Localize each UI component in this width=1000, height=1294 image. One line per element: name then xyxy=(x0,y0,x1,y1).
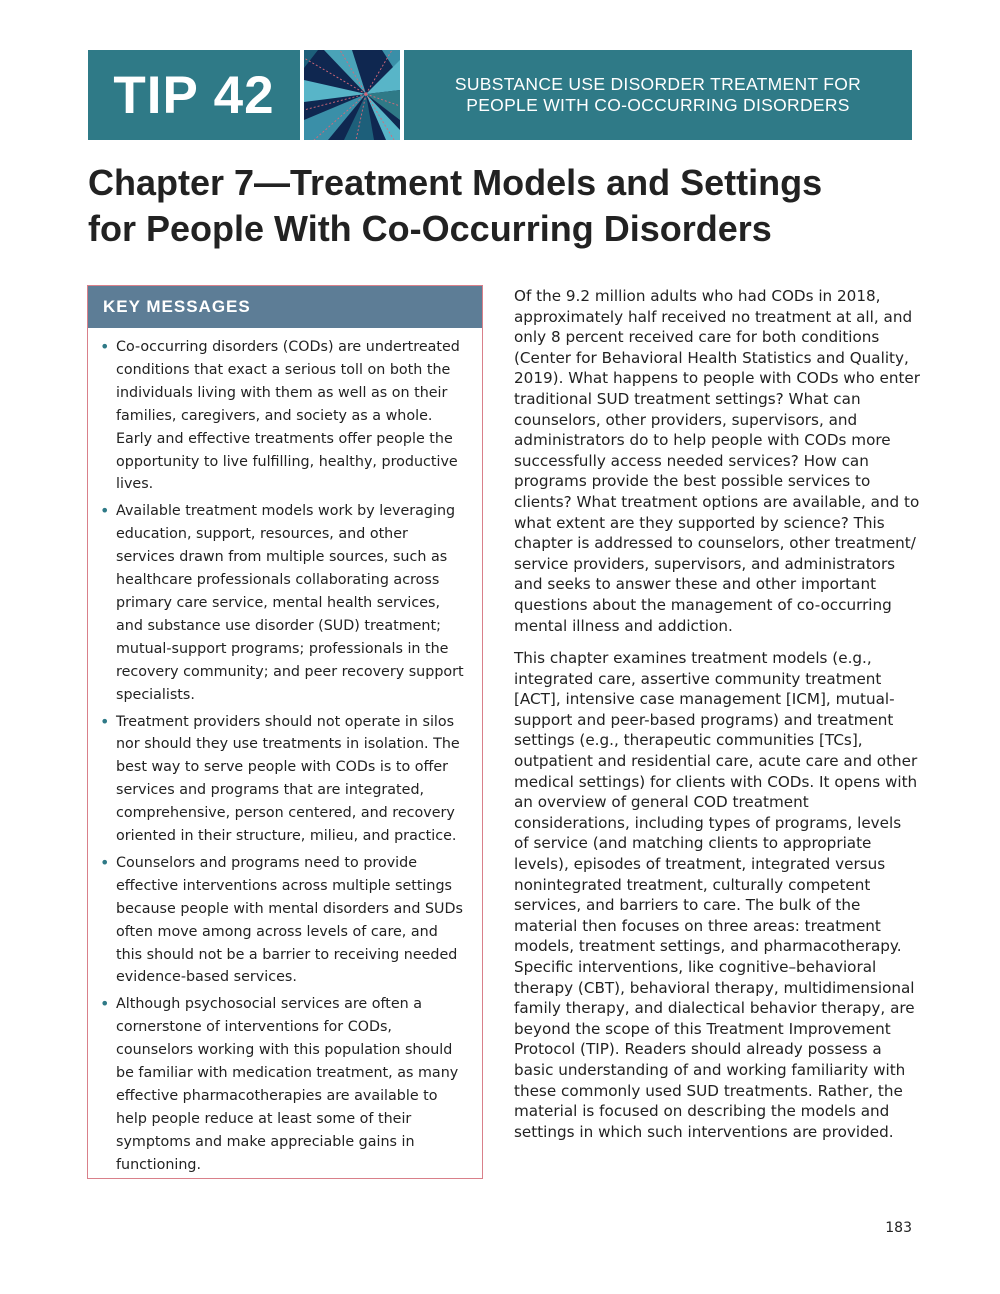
body-text-column xyxy=(514,286,920,1154)
series-title-line2: PEOPLE WITH CO-OCCURRING DISORDERS xyxy=(466,95,850,115)
key-message-text: Co-occurring disorders (CODs) are undertreated conditions that exact a serious toll on both the individuals living with them as well as on their families, caregivers, and society as a whole. Early and effective treatments offer people the opportunity to live fulfilling, healthy, productive lives. xyxy=(116,339,460,493)
bullet-icon: • xyxy=(100,711,110,731)
key-message-text: Available treatment models work by leveraging education, support, resources, and other services drawn from multiple sources, such as healthcare professionals collaborating across primary care service, mental health services, and substance use disorder (SUD) treatment; mutual-support programs; professionals in the recovery community; and peer recovery support specialists. xyxy=(116,503,464,703)
key-message-item xyxy=(100,852,468,989)
starburst-graphic xyxy=(304,50,400,140)
page-number: 183 xyxy=(885,1220,912,1236)
body-paragraph: Of the 9.2 million adults who had CODs in 2018, approximately half received no treatment at all, and only 8 percent received care for both conditions (Center for Behavioral Health Statistics and Quality, 2019). What happens to people with CODs who enter traditional SUD treatment settings? What can counselors, other providers, supervisors, and administrators do to help people with CODs more successfully access needed services? How can programs provide the best possible services to clients? What treatment options are available, and to what extent are they supported by science? This chapter is addressed to counselors, other treatment/ service providers, supervisors, and administrators and seeks to answer these and other important questions about the management of co-occurring mental illness and addiction. xyxy=(514,287,920,635)
key-message-text: Although psychosocial services are often a cornerstone of interventions for CODs, counselors working with this population should be familiar with medication treatment, as many effective pharmacotherapies are available to help people reduce at least some of their symptoms and make appreciable gains in functioning. xyxy=(116,996,459,1173)
key-message-item xyxy=(100,993,468,1176)
bullet-icon: • xyxy=(100,994,110,1014)
key-message-text: Counselors and programs need to provide effective interventions across multiple settings because people with mental disorders and SUDs often move among across levels of care, and this should not be a barrier to receiving needed evidence-based services. xyxy=(116,854,463,986)
key-message-item xyxy=(100,500,468,706)
bullet-icon: • xyxy=(100,337,110,356)
key-message-text: Treatment providers should not operate in silos nor should they use treatments in isolation. The best way to serve people with CODs is to offer services and programs that are integrated, comprehensive, person centered, and recovery oriented in their structure, milieu, and practice. xyxy=(116,713,460,845)
key-messages-heading: KEY MESSAGES xyxy=(88,286,482,328)
header-banner xyxy=(88,50,912,140)
chapter-title-line1: Chapter 7—Treatment Models and Settings xyxy=(88,162,823,203)
key-messages-box xyxy=(87,285,483,1179)
chapter-title xyxy=(88,160,918,252)
bullet-icon: • xyxy=(100,501,110,521)
series-title xyxy=(404,50,912,140)
key-message-item xyxy=(100,711,468,848)
key-messages-list xyxy=(88,328,482,1177)
chapter-title-line2: for People With Co-Occurring Disorders xyxy=(88,208,772,249)
key-message-item xyxy=(100,336,468,496)
tip-label: TIP 42 xyxy=(88,50,300,140)
bullet-icon: • xyxy=(100,852,110,872)
header-decorative-art xyxy=(304,50,400,140)
body-paragraph: This chapter examines treatment models (e.g., integrated care, assertive community treatment [ACT], intensive case management [ICM], mutual-support and peer-based programs) and treatment settings (e.g., therapeutic communities [TCs], outpatient and residential care, acute care and other medical settings) for clients with CODs. It opens with an overview of general COD treatment considerations, including types of programs, levels of service (and matching clients to appropriate levels), episodes of treatment, integrated versus nonintegrated treatment, culturally competent services, and barriers to care. The bulk of the material then focuses on three areas: treatment models, treatment settings, and pharmacotherapy. Specific interventions, like cognitive–behavioral therapy (CBT), behavioral therapy, multidimensional family therapy, and dialectical behavior therapy, are beyond the scope of this Treatment Improvement Protocol (TIP). Readers should already possess a basic understanding of and working familiarity with these commonly used SUD treatments. Rather, the material is focused on describing the models and settings in which such interventions are provided. xyxy=(514,649,918,1141)
series-title-line1: SUBSTANCE USE DISORDER TREATMENT FOR xyxy=(454,74,862,94)
